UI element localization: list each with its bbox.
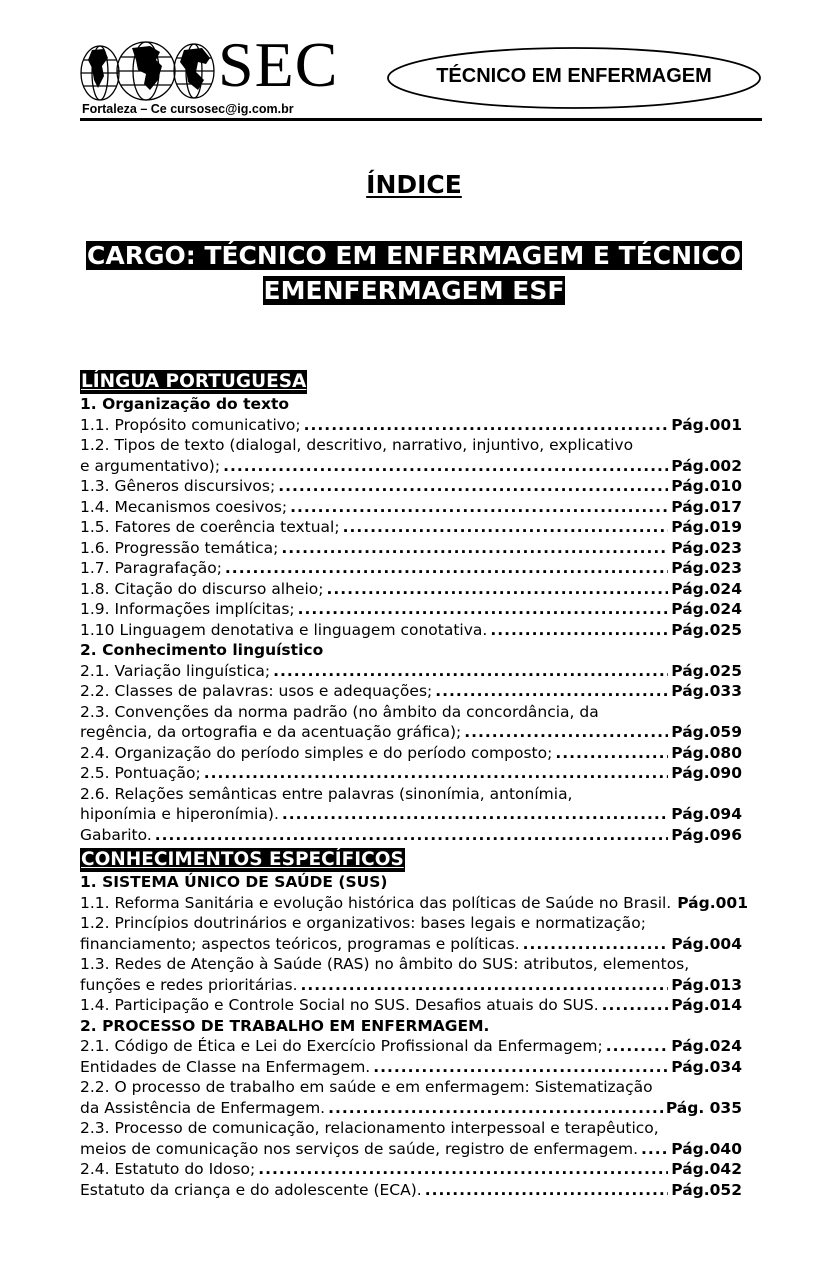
toc-entry: Entidades de Classe na Enfermagem. ..... Pág.034 [80, 1057, 742, 1078]
toc-entry: 1.10 Linguagem denotativa e linguagem conotativa. ..... Pág.025 [80, 620, 742, 641]
toc-entry: 2.5. Pontuação; ..... Pág.090 [80, 763, 742, 784]
toc-entry: funções e redes prioritárias. ..... Pág.013 [80, 975, 742, 996]
toc-entry: 1.3. Gêneros discursivos; ..... Pág.010 [80, 476, 742, 497]
subsection-heading: 2. PROCESSO DE TRABALHO EM ENFERMAGEM. [80, 1016, 490, 1035]
contact-info: Fortaleza – Ce cursosec@ig.com.br [82, 102, 294, 116]
toc-entry: regência, da ortografia e da acentuação gráfica); ..... Pág.059 [80, 722, 742, 743]
toc-entry: hiponímia e hiperonímia). ..... Pág.094 [80, 804, 742, 825]
toc-entry: 1.6. Progressão temática; ..... Pág.023 [80, 538, 742, 559]
header-divider [80, 118, 762, 121]
toc-entry: 1.5. Fatores de coerência textual; ..... Pág.019 [80, 517, 742, 538]
toc-entry: 2.2. Classes de palavras: usos e adequações; ..... Pág.033 [80, 681, 742, 702]
toc-entry: 1.1. Reforma Sanitária e evolução histórica das políticas de Saúde no Brasil. Pág.001 [80, 893, 748, 912]
cargo-line-1: CARGO: TÉCNICO EM ENFERMAGEM E TÉCNICO [87, 241, 741, 270]
toc-entry: 1.8. Citação do discurso alheio; ..... Pág.024 [80, 579, 742, 600]
toc-entry: 2.1. Código de Ética e Lei do Exercício Profissional da Enfermagem; ..... Pág.024 [80, 1036, 742, 1057]
toc-entry: 1.4. Participação e Controle Social no SUS. Desafios atuais do SUS. ..... Pág.014 [80, 995, 742, 1016]
toc-entry: financiamento; aspectos teóricos, programas e políticas. ..... Pág.004 [80, 934, 742, 955]
toc-entry-line: 1.2. Princípios doutrinários e organizativos: bases legais e normatização; [80, 914, 646, 932]
toc-entry: 2.1. Variação linguística; ..... Pág.025 [80, 661, 742, 682]
toc-entry: 2.4. Organização do período simples e do período composto; ..... Pág.080 [80, 743, 742, 764]
table-of-contents [80, 370, 748, 1200]
toc-entry: meios de comunicação nos serviços de saúde, registro de enfermagem. ..... Pág.040 [80, 1139, 742, 1160]
toc-entry-line: 1.2. Tipos de texto (dialogal, descritivo, narrativo, injuntivo, explicativo [80, 436, 634, 454]
toc-entry: 1.1. Propósito comunicativo; ..... Pág.001 [80, 415, 742, 436]
toc-entry: 1.4. Mecanismos coesivos; ..... Pág.017 [80, 497, 742, 518]
toc-entry: 1.7. Paragrafação; ..... Pág.023 [80, 558, 742, 579]
section-heading-especificos: CONHECIMENTOS ESPECÍFICOS [81, 849, 404, 870]
subsection-heading: 1. Organização do texto [80, 395, 290, 413]
toc-entry: Gabarito. ..... Pág.096 [80, 825, 742, 846]
toc-entry: 1.9. Informações implícitas; ..... Pág.024 [80, 599, 742, 620]
section-heading-lingua: LÍNGUA PORTUGUESA [81, 371, 307, 392]
subsection-heading: 2. Conhecimento linguístico [80, 641, 324, 659]
globes-logo-icon [80, 40, 215, 102]
page-title: ÍNDICE [366, 170, 462, 199]
toc-entry-line: 1.3. Redes de Atenção à Saúde (RAS) no âmbito do SUS: atributos, elementos, [80, 955, 690, 973]
cargo-line-2: EMENFERMAGEM ESF [263, 276, 565, 305]
toc-entry: Estatuto da criança e do adolescente (ECA). ..... Pág.052 [80, 1180, 742, 1201]
toc-entry: 2.4. Estatuto do Idoso; ..... Pág.042 [80, 1159, 742, 1180]
toc-entry: e argumentativo); ..... Pág.002 [80, 456, 742, 477]
cargo-banner [0, 238, 828, 308]
toc-entry-line: 2.6. Relações semânticas entre palavras (sinonímia, antonímia, [80, 784, 573, 803]
toc-entry-line: 2.2. O processo de trabalho em saúde e em enfermagem: Sistematização [80, 1078, 653, 1096]
course-badge [386, 46, 762, 110]
toc-entry: da Assistência de Enfermagem. ..... Pág. 035 [80, 1098, 742, 1119]
brand-name: SEC [218, 29, 339, 100]
toc-entry-line: 2.3. Convenções da norma padrão (no âmbito da concordância, da [80, 702, 599, 721]
subsection-heading: 1. SISTEMA ÚNICO DE SAÚDE (SUS) [80, 873, 388, 891]
toc-entry-line: 2.3. Processo de comunicação, relacionamento interpessoal e terapêutico, [80, 1119, 659, 1137]
course-title: TÉCNICO EM ENFERMAGEM [436, 64, 712, 87]
document-header [0, 0, 828, 130]
